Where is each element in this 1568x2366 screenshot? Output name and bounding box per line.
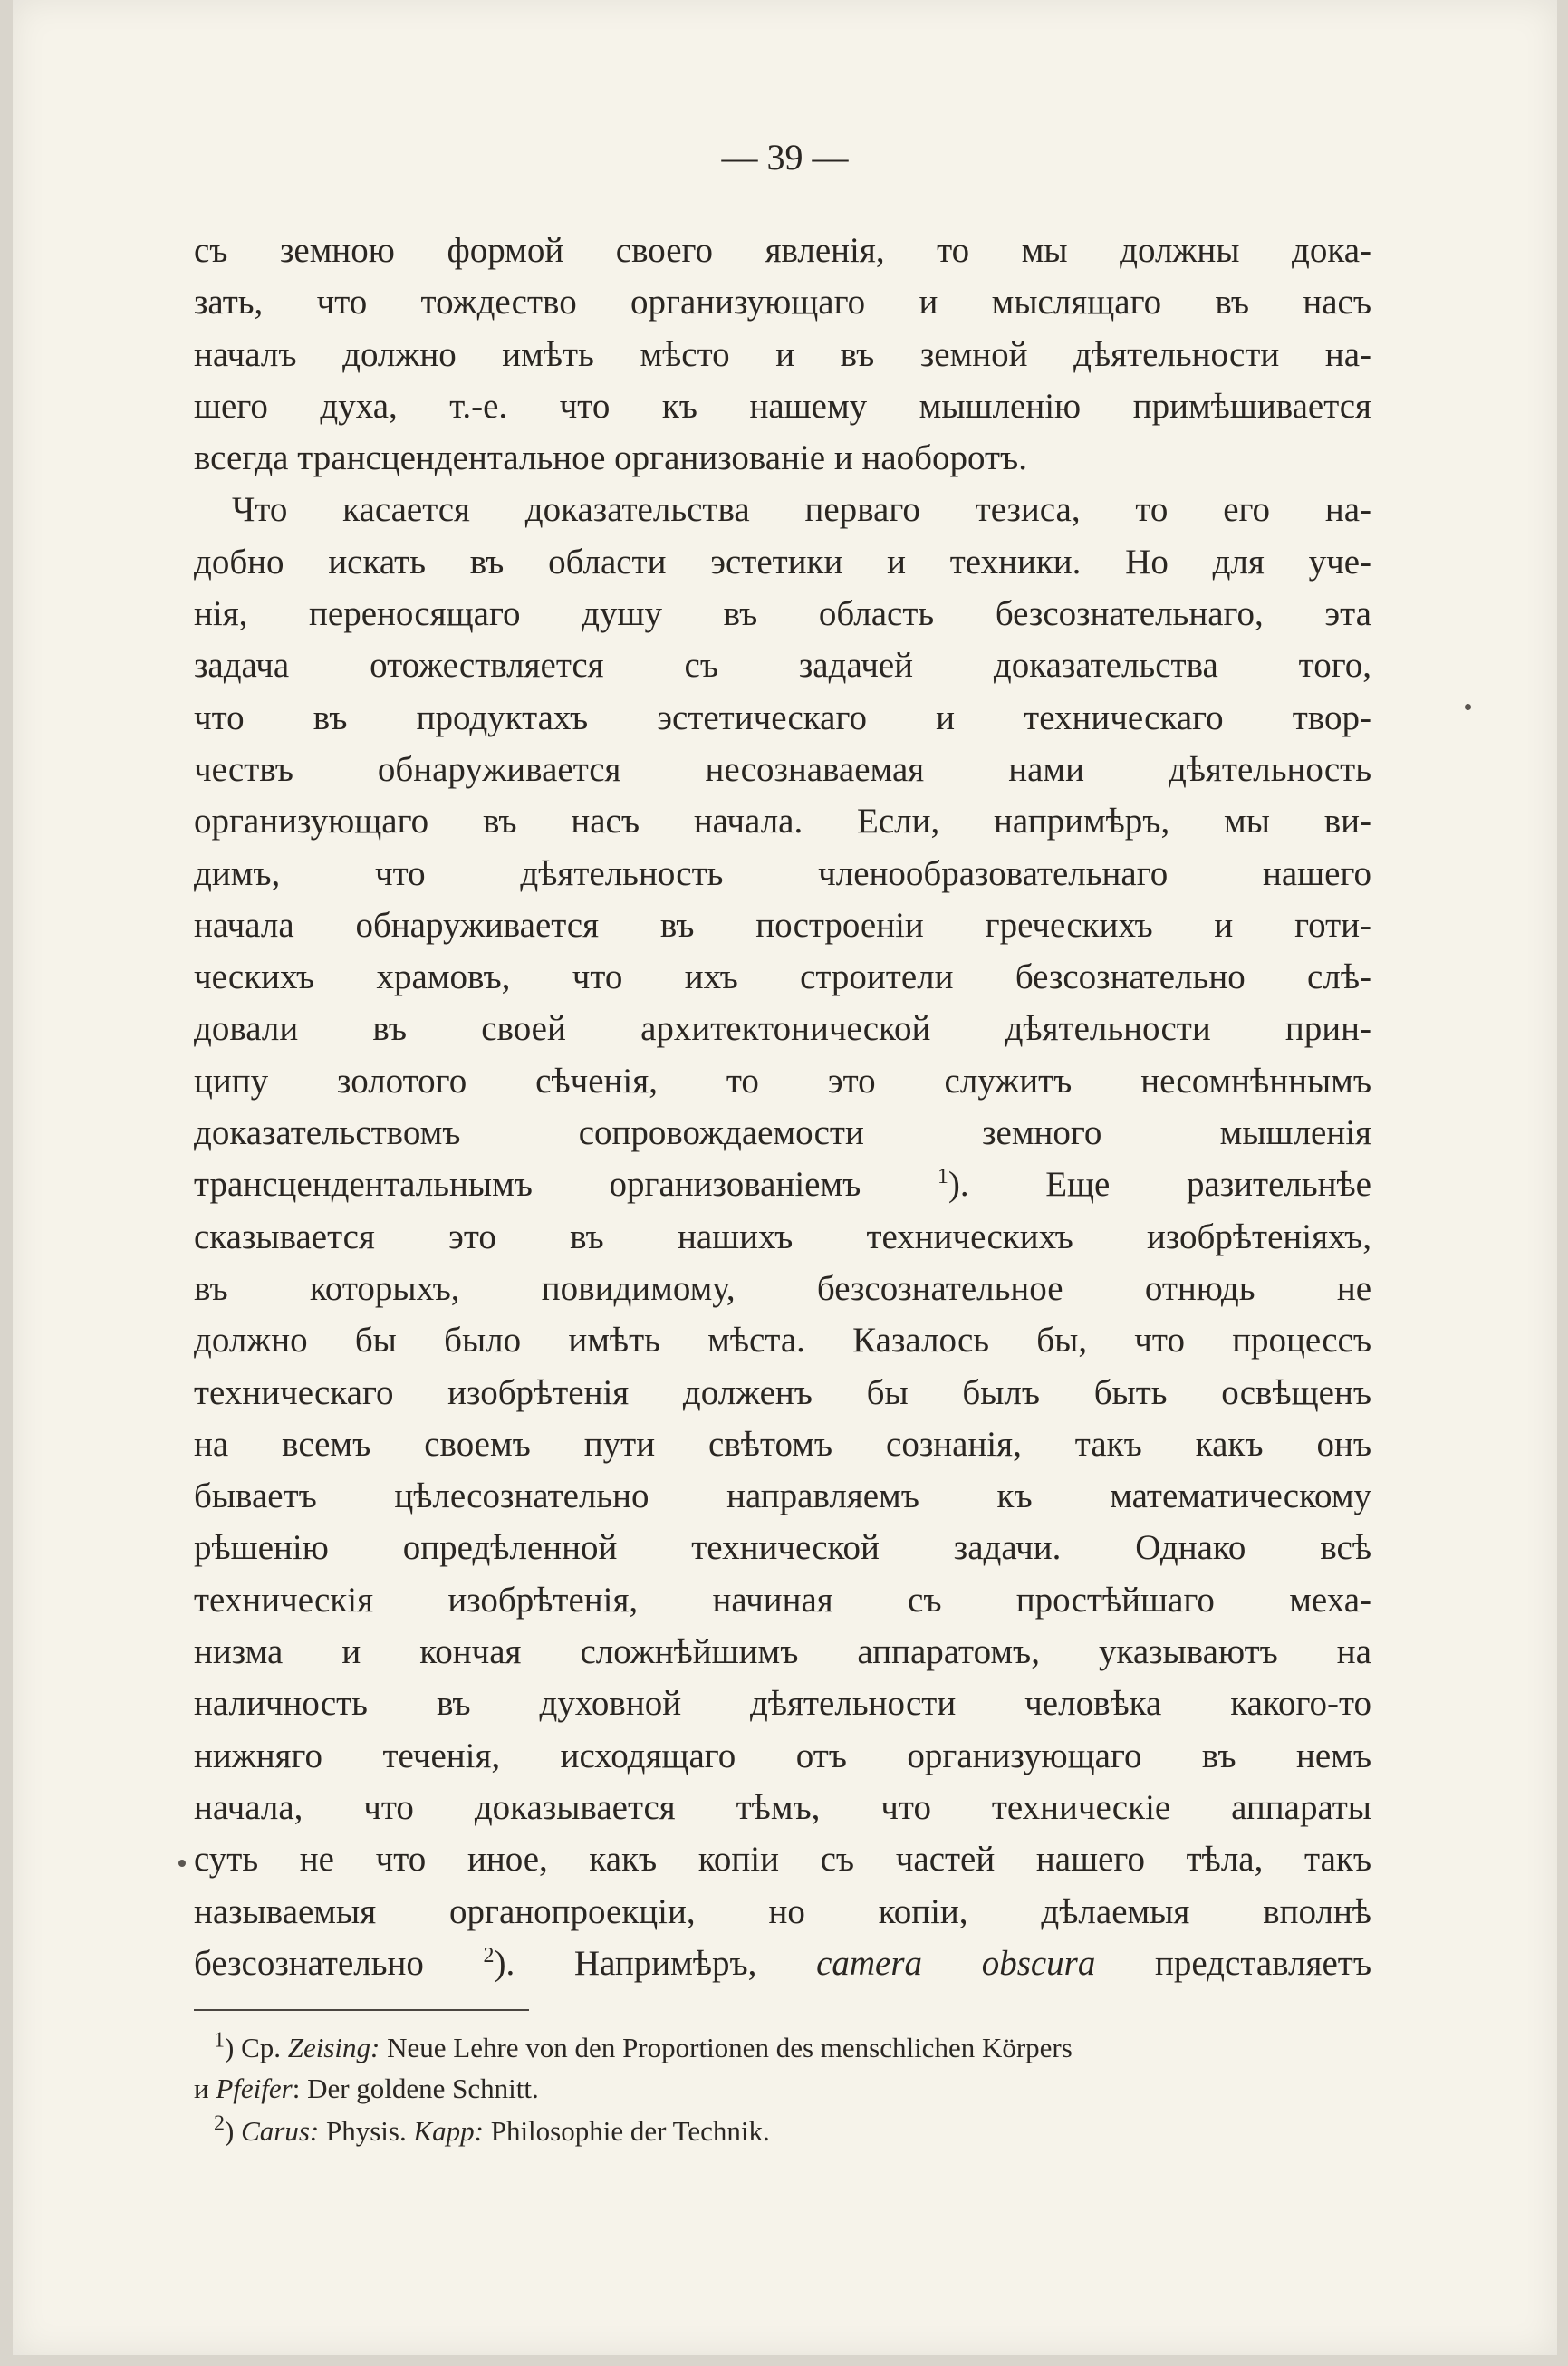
text-line: называемыя органопроекціи, но копіи, дѣлаемыя вполнѣ (194, 1891, 1371, 1931)
text-line: чествъ обнаруживается несознаваемая нами дѣятельность (194, 749, 1371, 789)
italic-term: camera obscura (816, 1943, 1096, 1983)
text-line: наличность въ духовной дѣятельности человѣка какого-то (194, 1684, 1371, 1724)
footnote-author: Zeising: (287, 2032, 380, 2063)
text-fragment: трансцендентальнымъ организованіемъ (194, 1165, 861, 1205)
text-line: добно искать въ области эстетики и техники. Но для уче- (194, 542, 1371, 582)
text-line: въ которыхъ, повидимому, безсознательное отнюдь не (194, 1268, 1371, 1308)
text-line: димъ, что дѣятельность членообразовательнаго нашего (194, 853, 1371, 893)
text-line: на всемъ своемъ пути свѣтомъ сознанія, такъ какъ онъ (194, 1424, 1371, 1464)
book-page (13, 0, 1557, 2355)
text-line: техническія изобрѣтенія, начиная съ простѣйшаго меха- (194, 1580, 1371, 1620)
text-fragment: представляетъ (1095, 1943, 1371, 1983)
text-line: начала обнаруживается въ построеніи греческихъ и готи- (194, 905, 1371, 945)
footnote-text: Neue Lehre von den Proportionen des menschlichen Körpers (380, 2032, 1073, 2063)
text-line: задача отожествляется съ задачей доказательства того, (194, 646, 1371, 686)
text-line: всегда трансцендентальное организованіе и наоборотъ. (194, 438, 1027, 478)
text-fragment: ). Еще разительнѣе (948, 1165, 1371, 1205)
footnote-ref-2: 2 (483, 1943, 495, 1967)
text-line: низма и кончая сложнѣйшимъ аппаратомъ, указываютъ на (194, 1632, 1371, 1672)
ink-speck (178, 1860, 186, 1867)
text-line: ческихъ храмовъ, что ихъ строители безсознательно слѣ- (194, 957, 1371, 997)
ink-speck (1465, 704, 1471, 710)
footnote-mark: 2 (214, 2111, 225, 2136)
footnote-author: Kapp: (413, 2115, 484, 2147)
text-line (194, 1938, 1371, 1989)
text-line: организующаго въ насъ начала. Если, напримѣръ, мы ви- (194, 802, 1371, 842)
text-line: нія, переносящаго душу въ область безсознательнаго, эта (194, 594, 1371, 634)
footnote-author: Carus: (241, 2115, 320, 2147)
text-line: нижняго теченія, исходящаго отъ организующаго въ немъ (194, 1736, 1371, 1775)
footnote-text: Philosophie der Technik. (483, 2115, 770, 2147)
footnote-text: : Der goldene Schnitt. (292, 2073, 539, 2104)
footnote-2 (194, 2111, 1371, 2151)
text-line: сказывается это въ нашихъ техническихъ изобрѣтеніяхъ, (194, 1217, 1371, 1256)
text-line (194, 1159, 1371, 1210)
footnote-text: ) (225, 2115, 242, 2147)
footnote-1 (194, 2027, 1371, 2068)
text-line: началъ должно имѣть мѣсто и въ земной дѣятельности на- (194, 334, 1371, 374)
footnote-ref-1: 1 (937, 1165, 948, 1189)
footnotes (194, 2027, 1371, 2151)
footnote-divider (194, 2009, 529, 2011)
text-fragment: безсознательно (194, 1943, 424, 1983)
text-line: съ земною формой своего явленія, то мы должны дока- (194, 231, 1371, 270)
footnote-mark: 1 (214, 2028, 225, 2053)
text-line: начала, что доказывается тѣмъ, что техническіе аппараты (194, 1787, 1371, 1827)
text-line: доказательствомъ сопровождаемости земного мышленія (194, 1113, 1371, 1153)
text-line: шего духа, т.-е. что къ нашему мышленію примѣшивается (194, 386, 1371, 426)
text-line: Что касается доказательства перваго тезиса, то его на- (232, 490, 1371, 530)
footnote-text: Physis. (319, 2115, 414, 2147)
footnote-author: Pfeifer (216, 2073, 293, 2104)
text-line: техническаго изобрѣтенія долженъ бы былъ быть освѣщенъ (194, 1372, 1371, 1412)
footnote-1-continued (194, 2068, 1371, 2109)
text-line: ципу золотого сѣченія, то это служитъ несомнѣннымъ (194, 1061, 1371, 1101)
page-number: — 39 — (721, 137, 849, 178)
text-line: суть не что иное, какъ копіи съ частей нашего тѣла, такъ (194, 1840, 1371, 1880)
text-line: должно бы было имѣть мѣста. Казалось бы, что процессъ (194, 1321, 1371, 1361)
footnote-text: и (194, 2073, 216, 2104)
text-line: рѣшенію опредѣленной технической задачи. Однако всѣ (194, 1528, 1371, 1568)
text-line: бываетъ цѣлесознательно направляемъ къ математическому (194, 1476, 1371, 1516)
text-line: довали въ своей архитектонической дѣятельности прин- (194, 1009, 1371, 1049)
text-line: что въ продуктахъ эстетическаго и техническаго твор- (194, 697, 1371, 737)
footnote-text: ) Cp. (225, 2032, 288, 2063)
body-text (194, 225, 1371, 1989)
text-line: зать, что тождество организующаго и мыслящаго въ насъ (194, 283, 1371, 322)
text-fragment: ). Напримѣръ, (494, 1943, 817, 1983)
